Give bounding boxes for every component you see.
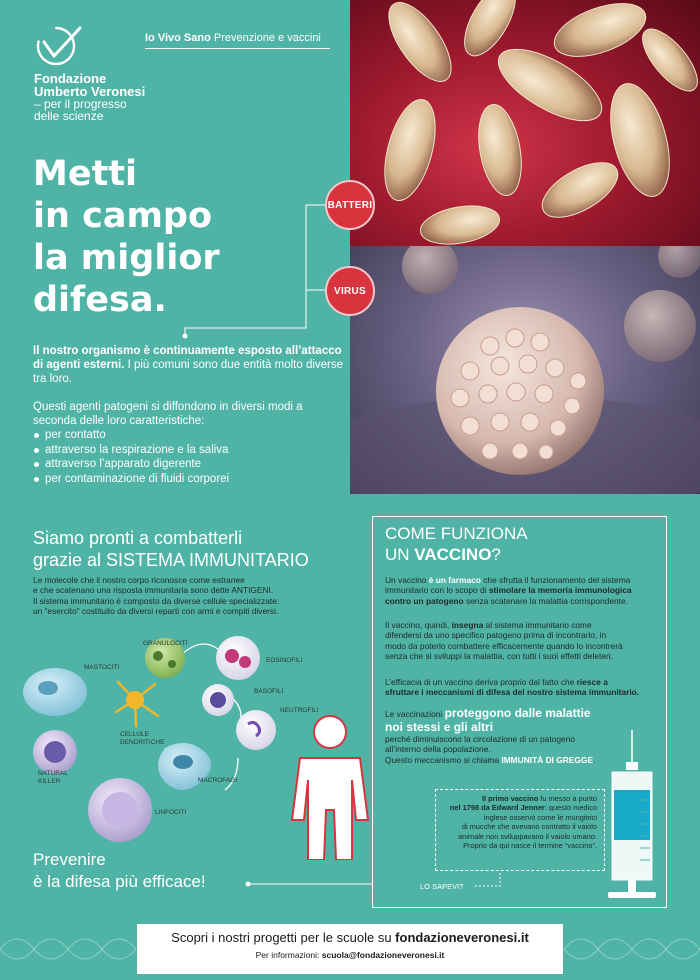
vaccine-paragraph-4 [385,706,657,765]
did-you-know-label: LO SAPEVI? [420,882,464,891]
vaccine-paragraph-1 [385,575,657,606]
text-highlight: proteggono dalle malattie [444,706,591,720]
text-emphasis: insegna [451,620,484,630]
vaccine-p1-line2 [385,585,657,595]
text-span: L’efficacia di un vaccino deriva proprio dal fatto che [385,677,577,687]
vaccine-title-line1: COME FUNZIONA [385,524,528,543]
vaccine-p3-line1 [385,677,657,687]
label-dendritiche-line1: CELLULE [120,731,149,738]
text-emphasis: stimolare la memoria immunologica [488,585,632,596]
label-neutrofili: NEUTROFILI [280,707,319,714]
text-span: fu messo a punto [538,794,597,803]
intro-paragraph-2: Questi agenti patogeni si diffondono in diversi modi a seconda delle loro caratteristiche: [33,401,303,427]
text-span: Questo meccanismo si chiama [385,754,502,765]
vaccine-p2-line1 [385,620,657,630]
sapevi-line1 [442,794,597,803]
sapevi-line3: inglese osservò come le mungitrici [484,812,597,822]
website-link[interactable]: fondazioneveronesi.it [395,930,529,945]
label-natural-killer-line2: KILLER [38,777,61,785]
vaccine-title-post: ? [491,545,501,564]
callout-virus: VIRUS [325,266,375,316]
text-span: che sfrutta il funzionamento del sistema [480,575,631,585]
immune-cells-illustration [0,630,370,860]
vaccine-p1-line1 [385,575,657,585]
text-highlight: IMMUNITÀ DI GREGGE [501,754,594,765]
label-dendritiche [120,731,164,746]
text-span: . [593,754,596,765]
immune-title-line1: Siamo pronti a combatterli [33,528,243,548]
immune-section-title [33,527,309,571]
text-emphasis: nel 1798 da Edward Jenner [449,803,545,813]
immune-body-line: Le molecole che il nostro corpo riconosce come estranee [33,575,245,585]
intro-paragraph-1-bold: Il nostro organismo è continuamente esposto all’attacco di agenti esterni. [33,345,342,371]
text-highlight: noi stessi e gli altri [385,720,494,734]
section-label-bold: Io Vivo Sano [145,32,211,44]
text-span: senza scatenare la malattia corrispondente. [463,595,628,606]
email-link[interactable]: scuola@fondazioneveronesi.it [321,950,445,960]
vaccine-p2-line4: senza che si sviluppi la malattia, con tutti i suoi effetti deleteri. [385,651,613,662]
footer-contact-line [137,950,563,960]
vaccine-title-line2 [385,544,528,565]
human-figure-icon [292,716,368,860]
immune-section-body [33,575,333,617]
text-span: Il vaccino, quindi, [385,620,452,630]
label-mastociti: MASTOCITI [84,664,120,671]
immune-body-line: e che scatenano una risposta immunitaria sono dette ANTIGENI. [33,585,274,596]
vaccine-p4-line4: all’interno della popolazione. [385,744,491,755]
org-tagline-line2: delle scienze [34,109,104,123]
text-emphasis: riesce a [576,677,608,687]
text-emphasis: Il primo vaccino [481,794,539,803]
label-basofili: BASOFILI [254,688,284,695]
headline-line1: Metti [33,154,138,194]
text-span: al sistema immunitario come [483,620,592,630]
text-span: : questo medico [544,803,597,813]
immune-body-line: Il sistema immunitario è composto da diverse cellule specializzate: [33,595,280,606]
did-you-know-text [442,794,597,850]
label-linfociti: LINFOCITI [155,809,187,816]
vaccine-p4-line5 [385,755,657,765]
org-tagline-line1: – per il progresso [34,97,127,111]
text-span: Scopri i nostri progetti per le scuole su [171,930,396,945]
org-name-line2: Umberto Veronesi [34,84,146,99]
vaccine-title-pre: UN [385,545,415,564]
label-macrofagi: MACROFAGI [198,777,238,784]
list-item: attraverso la respirazione e la saliva [33,443,343,458]
sapevi-line4: di mucche che avevano contratto il vaiolo [461,822,597,832]
text-emphasis: è un farmaco [428,575,481,585]
text-span: Per informazioni: [255,950,322,960]
vaccine-p3-line2 [385,687,657,697]
headline-line4: difesa. [33,280,167,320]
vaccine-title-bold: VACCINO [414,545,492,564]
intro-paragraph-1-rest: I più comuni sono due entità molto diverse tra loro. [33,359,344,385]
prevention-line2: è la difesa più efficace! [33,872,206,891]
list-item: attraverso l’apparato digerente [33,457,343,472]
intro-paragraph-1 [33,344,343,386]
callout-bacteria: BATTERI [325,180,375,230]
label-natural-killer [38,770,68,785]
org-name-line1: Fondazione [34,71,107,86]
sapevi-line6: Proprio da qui nasce il termine “vaccino”. [463,841,597,851]
text-span: Le vaccinazioni [385,709,445,719]
label-dendritiche-line2: DENDRITICHE [120,738,165,746]
immune-body-line: un “esercito” costituito da diversi reparti con armi e compiti diversi. [33,606,279,617]
vaccine-p1-line3 [385,596,657,606]
vaccine-p4-line2 [385,720,657,734]
label-granulociti: GRANULOCITI [143,640,188,647]
list-item: per contaminazione di fluidi corporei [33,472,343,487]
vaccine-p4-line3: perché diminuiscono la circolazione di un patogeno [385,734,575,744]
text-span: immunitario con lo scopo di [385,585,489,596]
label-natural-killer-line1: NATURAL [38,770,68,777]
sapevi-line5: animale non sviluppavano il vaiolo umano. [458,831,597,841]
vaccine-title [385,523,528,565]
text-span: Un vaccino [385,575,429,585]
vaccine-paragraph-2 [385,620,657,662]
text-emphasis: sfruttare i meccanismi di difesa del nostro sistema immunitario. [385,687,640,698]
headline-line3: la miglior [33,238,220,278]
sapevi-line2 [442,803,597,812]
immune-title-line2: grazie al SISTEMA IMMUNITARIO [33,550,309,570]
prevention-line1: Prevenire [33,850,106,869]
transmission-list [33,428,343,486]
footer-website-line [137,930,563,945]
vaccine-p2-line3: modo da poterlo combattere efficacemente quando lo incontrerà [385,640,623,651]
section-label-rest: Prevenzione e vaccini [213,32,321,44]
headline-line2: in campo [33,196,213,236]
intro-text [33,344,343,486]
vaccine-paragraph-3 [385,677,657,698]
prevention-slogan [33,849,206,893]
list-item: per contatto [33,428,343,443]
text-emphasis: contro un patogeno [385,595,464,606]
label-eosinofili: EOSINOFILI [266,657,303,664]
vaccine-p2-line2: difendersi da uno specifico patogeno prima di incontrarlo, in [385,630,607,641]
neutrophil-cell-icon [236,710,276,750]
vaccine-p4-line1 [385,706,657,720]
